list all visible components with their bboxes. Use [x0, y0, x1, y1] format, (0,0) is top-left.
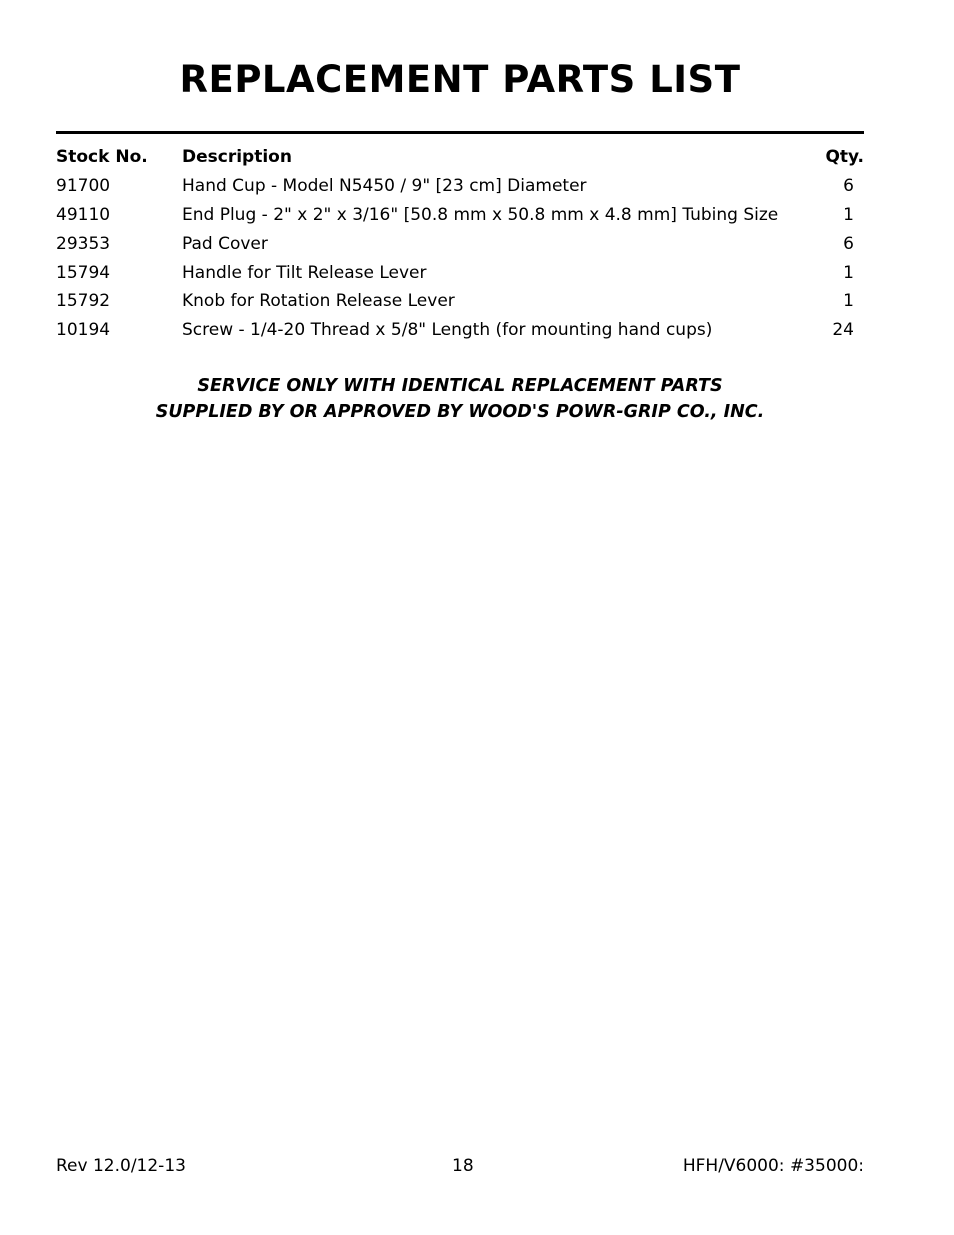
service-note — [0, 373, 920, 425]
description-cell: End Plug - 2" x 2" x 3/16" [50.8 mm x 50.8 mm x 4.8 mm] Tubing Size — [182, 204, 779, 225]
description-cell: Screw - 1/4-20 Thread x 5/8" Length (for mounting hand cups) — [182, 320, 713, 341]
table-row — [56, 172, 864, 201]
qty-cell: 1 — [843, 262, 854, 283]
header-divider — [56, 131, 864, 134]
footer-page-number: 18 — [452, 1156, 474, 1176]
table-row — [56, 229, 864, 258]
qty-cell: 6 — [843, 233, 854, 254]
page-title: REPLACEMENT PARTS LIST — [179, 58, 741, 101]
table-row — [56, 258, 864, 287]
qty-cell: 1 — [843, 204, 854, 225]
page-footer — [56, 1156, 864, 1180]
qty-cell: 6 — [843, 176, 854, 197]
header-stock-no: Stock No. — [56, 147, 148, 168]
description-cell: Hand Cup - Model N5450 / 9" [23 cm] Diameter — [182, 176, 587, 197]
stock-no-cell: 15792 — [56, 291, 111, 312]
table-header-row — [56, 143, 864, 172]
description-cell: Knob for Rotation Release Lever — [182, 291, 455, 312]
header-qty: Qty. — [825, 147, 864, 168]
footer-revision: Rev 12.0/12-13 — [56, 1156, 186, 1176]
stock-no-cell: 91700 — [56, 176, 111, 197]
parts-table — [56, 143, 864, 345]
stock-no-cell: 15794 — [56, 262, 111, 283]
table-row — [56, 287, 864, 316]
table-row — [56, 201, 864, 230]
header-description: Description — [182, 147, 292, 168]
table-row — [56, 316, 864, 345]
stock-no-cell: 10194 — [56, 320, 111, 341]
service-note-line-2: SUPPLIED BY OR APPROVED BY WOOD'S POWR-GRIP CO., INC. — [155, 402, 765, 422]
description-cell: Handle for Tilt Release Lever — [182, 262, 427, 283]
description-cell: Pad Cover — [182, 233, 268, 254]
qty-cell: 24 — [832, 320, 854, 341]
footer-model: HFH/V6000: #35000: — [682, 1156, 864, 1176]
service-note-line-1: SERVICE ONLY WITH IDENTICAL REPLACEMENT PARTS — [197, 376, 723, 396]
stock-no-cell: 29353 — [56, 233, 111, 254]
qty-cell: 1 — [843, 291, 854, 312]
stock-no-cell: 49110 — [56, 204, 111, 225]
